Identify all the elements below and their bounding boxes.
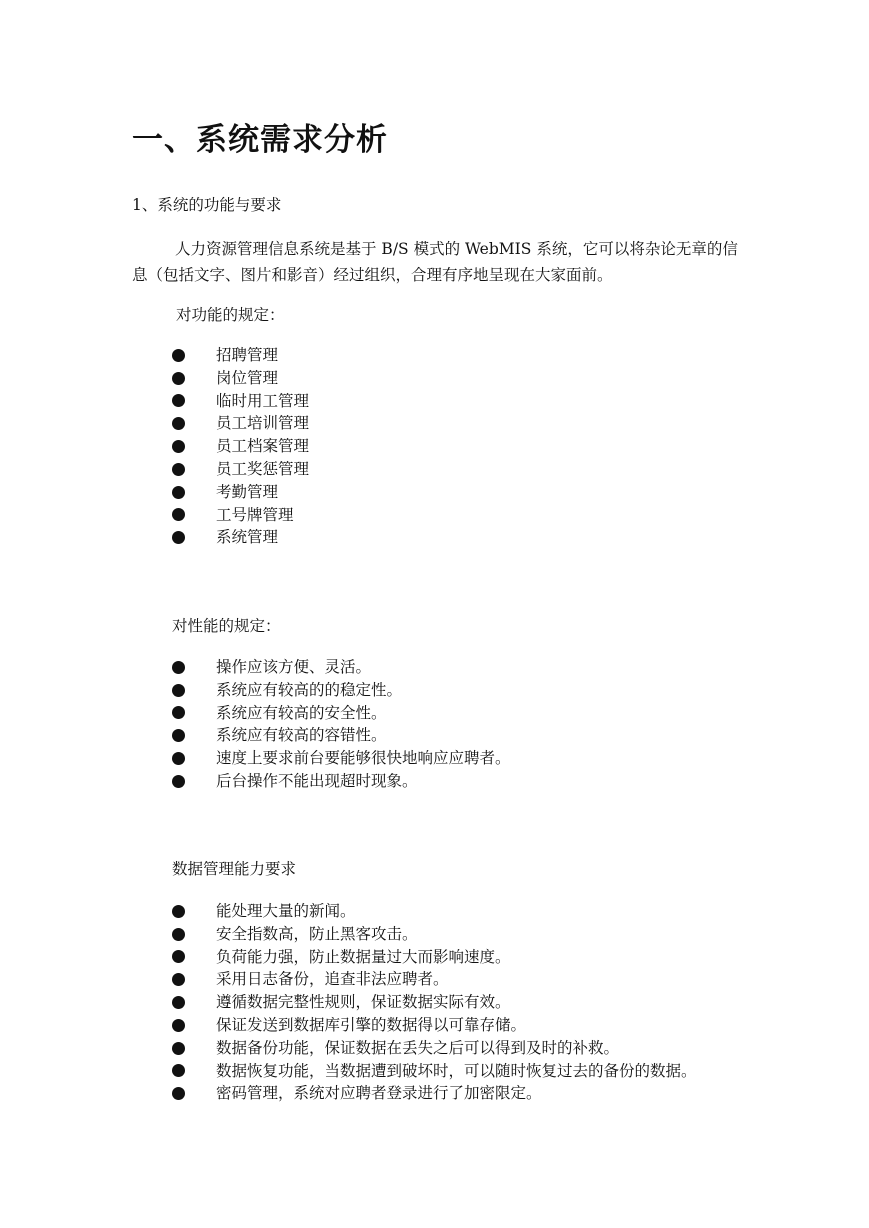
list-item: 岗位管理: [172, 367, 309, 390]
list-item: 密码管理，系统对应聘者登录进行了加密限定。: [172, 1082, 697, 1105]
bullet-icon: [172, 706, 185, 719]
functions-list: [172, 344, 309, 549]
list-item: 操作应该方便、灵活。: [172, 656, 511, 679]
list-item: 员工档案管理: [172, 435, 309, 458]
bullet-icon: [172, 508, 185, 521]
list-item: 速度上要求前台要能够很快地响应应聘者。: [172, 747, 511, 770]
bullet-icon: [172, 394, 185, 407]
bullet-icon: [172, 486, 185, 499]
list-item: 招聘管理: [172, 344, 309, 367]
performance-list: [172, 656, 511, 793]
bullet-icon: [172, 1042, 185, 1055]
bullet-icon: [172, 950, 185, 963]
list-item: 系统应有较高的的稳定性。: [172, 679, 511, 702]
bullet-icon: [172, 372, 185, 385]
list-item: 后台操作不能出现超时现象。: [172, 770, 511, 793]
bullet-icon: [172, 996, 185, 1009]
bullet-icon: [172, 349, 185, 362]
section-heading: 1、系统的功能与要求: [132, 196, 282, 214]
bullet-icon: [172, 1019, 185, 1032]
list-item: 员工培训管理: [172, 412, 309, 435]
list-item: 工号牌管理: [172, 504, 309, 527]
bullet-icon: [172, 1064, 185, 1077]
bullet-icon: [172, 752, 185, 765]
performance-heading: 对性能的规定：: [172, 617, 281, 635]
intro-paragraph: 人力资源管理信息系统是基于 B/S 模式的 WebMIS 系统，它可以将杂论无章的信息（包括文字、图片和影音）经过组织，合理有序地呈现在大家面前。: [132, 240, 738, 284]
bullet-icon: [172, 1087, 185, 1100]
page-title: 一、系统需求分析: [132, 122, 388, 158]
data-management-list: [172, 900, 697, 1105]
list-item: 临时用工管理: [172, 390, 309, 413]
list-item: 安全指数高，防止黑客攻击。: [172, 923, 697, 946]
list-item: 遵循数据完整性规则，保证数据实际有效。: [172, 991, 697, 1014]
bullet-icon: [172, 973, 185, 986]
bullet-icon: [172, 905, 185, 918]
bullet-icon: [172, 417, 185, 430]
bullet-icon: [172, 729, 185, 742]
list-item: 系统应有较高的容错性。: [172, 724, 511, 747]
list-item: 系统管理: [172, 526, 309, 549]
bullet-icon: [172, 440, 185, 453]
data-management-heading: 数据管理能力要求: [172, 860, 297, 878]
bullet-icon: [172, 661, 185, 674]
list-item: 负荷能力强，防止数据量过大而影响速度。: [172, 946, 697, 969]
bullet-icon: [172, 928, 185, 941]
list-item: 数据恢复功能，当数据遭到破坏时，可以随时恢复过去的备份的数据。: [172, 1060, 697, 1083]
list-item: 数据备份功能，保证数据在丢失之后可以得到及时的补救。: [172, 1037, 697, 1060]
list-item: 能处理大量的新闻。: [172, 900, 697, 923]
list-item: 系统应有较高的安全性。: [172, 702, 511, 725]
functions-heading: 对功能的规定：: [176, 306, 285, 324]
bullet-icon: [172, 775, 185, 788]
list-item: 员工奖惩管理: [172, 458, 309, 481]
list-item: 保证发送到数据库引擎的数据得以可靠存储。: [172, 1014, 697, 1037]
bullet-icon: [172, 463, 185, 476]
bullet-icon: [172, 684, 185, 697]
list-item: 采用日志备份，追查非法应聘者。: [172, 968, 697, 991]
bullet-icon: [172, 531, 185, 544]
list-item: 考勤管理: [172, 481, 309, 504]
